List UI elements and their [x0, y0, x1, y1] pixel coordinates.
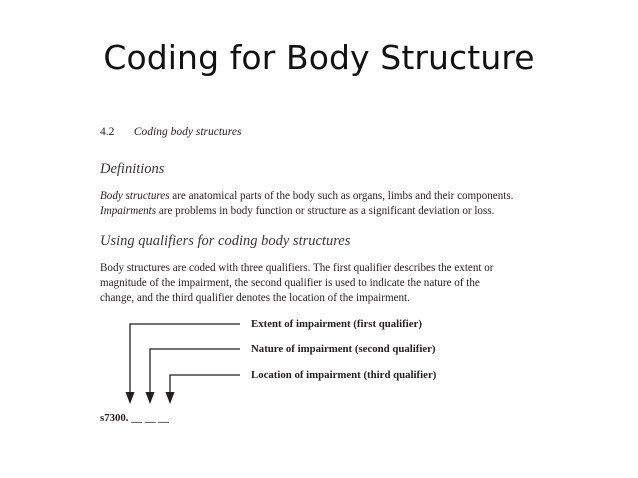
- third-qualifier-label: Location of impairment (third qualifier): [251, 369, 437, 381]
- slide-title: Coding for Body Structure: [103, 38, 535, 77]
- code-example: s7300. __ __ __: [100, 412, 169, 424]
- paragraph-line: change, and the third qualifier denotes the location of the impairment.: [100, 292, 410, 304]
- second-qualifier-label: Nature of impairment (second qualifier): [251, 343, 436, 355]
- section-title: Coding body structures: [133, 126, 242, 138]
- section-number: 4.2: [100, 126, 115, 138]
- qualifiers-heading: Using qualifiers for coding body structures: [100, 233, 351, 249]
- paragraph-line: magnitude of the impairment, the second qualifier is used to indicate the nature of the: [100, 277, 480, 289]
- paragraph-line: Body structures are coded with three qualifiers. The first qualifier describes the extent or: [100, 262, 494, 274]
- definition-text: are problems in body function or structure as a significant deviation or loss.: [156, 205, 495, 217]
- definitions-heading: Definitions: [100, 161, 165, 177]
- third-qualifier-connector: [170, 375, 240, 393]
- second-qualifier-connector: [150, 349, 240, 393]
- definition-term: Body structures: [100, 190, 170, 202]
- second-qualifier-arrowhead: [146, 392, 155, 404]
- third-qualifier-arrowhead: [166, 392, 175, 404]
- first-qualifier-label: Extent of impairment (first qualifier): [251, 318, 422, 330]
- definition-text: are anatomical parts of the body such as organs, limbs and their components.: [169, 190, 514, 202]
- first-qualifier-connector: [130, 324, 240, 393]
- first-qualifier-arrowhead: [126, 392, 135, 404]
- definition-term: Impairments: [100, 205, 157, 217]
